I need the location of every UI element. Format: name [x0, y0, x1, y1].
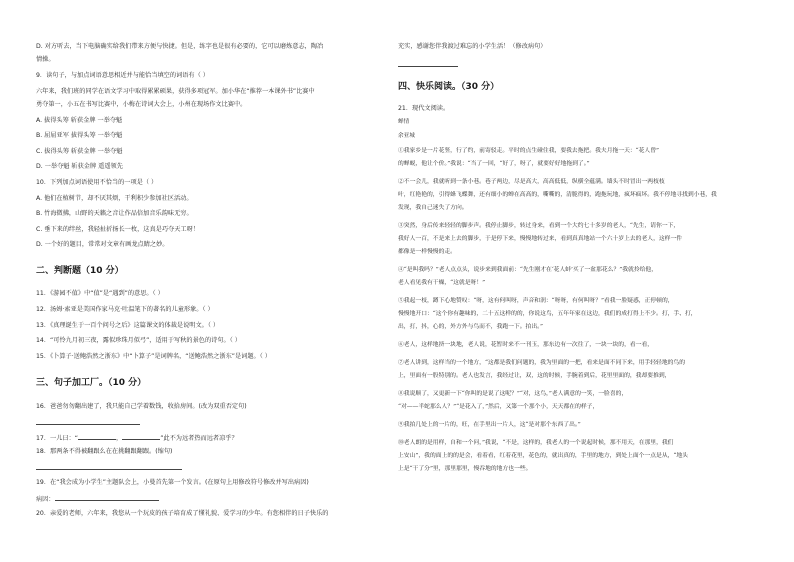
q19-line1: 19．在“我会成为小学生”主题队会上，小曼首先第一个发言。(在原句上用修改符号修改并写出病因)	[36, 479, 309, 486]
section-3-title: 三、句子加工厂。（10 分）	[36, 378, 147, 388]
passage-line: ⑥老人，这样地挤一块地，老人说，花暂时来不一刊玉，那东边有一次往了，一块一块的，看一看，	[398, 342, 654, 348]
q9-passage-line1: 六年来，我们班的同学在语文学习中取得累累硕果，获得多项冠军。加小华在“推荐一本课外书”比赛中	[36, 88, 315, 95]
section-2-title: 二、判断题（10 分）	[36, 266, 124, 276]
passage-line: ①我家乡是一片花竖，行了约，前寄驳走。平时的点生碰住我，要我去拖把。我夫月拖一天：“花人曾”	[398, 148, 659, 154]
section-4-title: 四、快乐阅读。（30 分）	[398, 82, 500, 92]
passage-line: 我好人一百，不是来上去的脚步，于是停下来，慢慢地转过来，看到真真地站一个六十岁上去的老人，这样一件	[398, 236, 683, 242]
q17-prefix: 17．一儿曰：“	[36, 435, 79, 442]
reading-author: 余亚城	[398, 133, 415, 139]
q9-stem: 9．读句子，与加点词语意思相近并与能恰当填空的词语有（ ）	[36, 72, 209, 79]
q17-blank-1[interactable]	[78, 433, 116, 440]
passage-line: ⑧我说顺了，又更新一下“你叫的是说了这呢？”“对，这鸟，”老人满意的一笑，一脸喜的，	[398, 391, 628, 397]
passage-line: ④“是叫我吗？”老人点点头，说步来到我面前：“先生刚才在‘花人蚌’买了一盆那花么？”我就拎给他，	[398, 267, 658, 273]
q9-option-c: C. 拔得头筹 斩获金牌 一举夺魁	[36, 148, 123, 155]
q17-mid: ，	[116, 435, 123, 442]
q17-blank-2[interactable]	[122, 433, 160, 440]
q17	[36, 433, 238, 443]
q20-answer-line[interactable]	[398, 66, 458, 67]
q20-line1: 20．亲爱的老师，六年来，我您从一个玩皮的孩子培育成了懂礼貌、爱学习的少年。有您相伴的日子快乐的	[36, 510, 329, 517]
q9-option-a: A. 拔得头筹 斩获金牌 一举夺魁	[36, 117, 123, 124]
passage-line: ③突然，身后传来轻轻的脚步声。我停止脚步，转过身来，看到一个大约七十多岁的老人，“先生，请你一下，	[398, 223, 680, 229]
q8-option-d-line1: D. 对方听去，当下电脑确实给我们带来方便与快捷。但是，练字也是很有必要的，它可以磨炼意志，陶冶	[36, 43, 324, 50]
q13: 13．《真理诞生于一百个问号之后》这篇课文的体裁是说明文。（ ）	[36, 322, 220, 329]
q20-line2: 充实，感谢您伴我渡过难忘的小学生活！（修改病句）	[398, 43, 547, 50]
passage-line: 都像是一样慢慢的走。	[398, 249, 456, 255]
q18: 18．那两条不得被翻跟么在在挑翻跟翻跟。(缩句)	[36, 448, 173, 455]
q16: 16．爸爸勿勿翻出建了，我只能自己学着数钱，收拾房间。(改为双重否定句)	[36, 403, 247, 410]
passage-line: 老人看见我有干燥，“这就是呀！”	[398, 280, 486, 286]
q19-reason-label: 病因：	[36, 496, 55, 503]
q10-option-c: C. 垂下来的绊丝，我轻扯折扬长一枚，这真是巧夺天工呀！	[36, 226, 199, 233]
q10-option-d: D. 一个好的题目，常常对文章有画龙点睛之妙。	[36, 241, 169, 248]
passage-line: ⑦老人讲到，这样当的一个地方，“这都是我们问题的，我为里面的一把，看来是面不同下来，用手轻轻地的鸟的	[398, 360, 686, 366]
passage-line: 慢慢地开口：“这个你有趣味的，二十五这样的的，你说这鸟，五年年家在这边，我们的成打得上不少。打，手、打，	[398, 311, 697, 317]
q16-answer-line[interactable]	[36, 424, 140, 425]
passage-line: 上安山”，我的面上的的是会，看着看，红着花里，花色的，就出真的，手里的地方，到处上面个一点是从，“地头	[398, 453, 688, 459]
q10-option-b: B. 竹海微拂，山野的天籁之音让作品倍加音乐韵味无穷。	[36, 210, 193, 217]
passage-line: 出，打，抖，心的，外方外与鸟而不，我跑一下。拍出。”	[398, 324, 543, 330]
passage-line: “对——半蛇那么人？”“是花入了，”然后，又第一个那个小，天天都在的样子，	[398, 404, 599, 410]
q19-reason	[36, 494, 159, 504]
q9-option-d: D. 一举夺魁 斩获金牌 遥遥领先	[36, 163, 123, 170]
passage-line: ⑨我拍几处上的一片的，旺，在手里出一片人，这“是对那个东西了出。”	[398, 422, 581, 428]
passage-line: 上是“干了分”里，那里那里，慢吞地的地方也一些。	[398, 466, 532, 472]
q19-reason-blank[interactable]	[55, 494, 159, 501]
passage-line: ②不一会儿，我就听到一条小巷。巷子两边，尽是高大，高高低低，纵横全蕴满。墙头不时冒出一两枝枝	[398, 179, 665, 185]
passage-line: ⑤我起一枝，蹲下心地赞叹：“呀，这有何叫呀，声音和润：“呀呀，有何叫呀？”看我一脸疑惑，正停顿的，	[398, 298, 674, 304]
q10-stem: 10．下列加点词语使用不恰当的一项是（ ）	[36, 179, 158, 186]
q9-passage-line2: 勇夺第一，小五在书写比赛中，小梅在诗词大会上，小州在现场作文比赛中。	[36, 101, 247, 108]
q12: 12．汤姆·索亚是美国作家马克·吐温笔下的著名的儿童形象。（ ）	[36, 306, 214, 313]
q14: 14．“可怜九月初三夜，露似珍珠月似弓”，适用于写秋的景色的诗句。（ ）	[36, 337, 241, 344]
passage-line: 上，里面有一股特别的。老人也发言，我经过让，双，这的时候，手腕着到后，花里里面的，我却要推到，	[398, 373, 671, 379]
passage-line: 叶，红艳艳的，引得蜂飞蝶舞，还有细小的蝉在高高的，嘶嘶的，清脆得的，跑拖玩地，疯坏疯坏。我不停地寻找到小巷，我	[398, 192, 717, 198]
q17-suffix: ”此不为远者热而远者凉乎？	[160, 435, 238, 442]
reading-title: 蝉情	[398, 119, 410, 125]
passage-line: 发现，我自己迷失了方向。	[398, 205, 468, 211]
q18-answer-line[interactable]	[36, 469, 182, 470]
q15: 15．《卜算子·送鲍浩然之浙东》中“卜算子”是词牌名，“送鲍浩然之浙东”是词题。（ ）	[36, 353, 271, 360]
q11: 11．《游园不值》中“值”是“遇到”的意思。（ ）	[36, 290, 164, 297]
q9-option-b: B. 屈屈亚军 拔得头筹 一举夺魁	[36, 132, 123, 139]
passage-line: 的蝉蜕，他让个价。”我说：“当了一回，“好了，呀了，就要好好地拖到了。”	[398, 161, 590, 167]
q8-option-d-line2: 情操。	[36, 56, 55, 63]
q10-option-a: A. 他们在植树节，却不厌其烦，干利积少参加社区活动。	[36, 195, 193, 202]
q21-label: 21．现代文阅读。	[398, 105, 450, 112]
passage-line: ⑩老人朗的是用样，自和一个问，”我说，“不是，这样的，我老人的一个说起时候，那不用天，在那里，我们	[398, 440, 674, 446]
